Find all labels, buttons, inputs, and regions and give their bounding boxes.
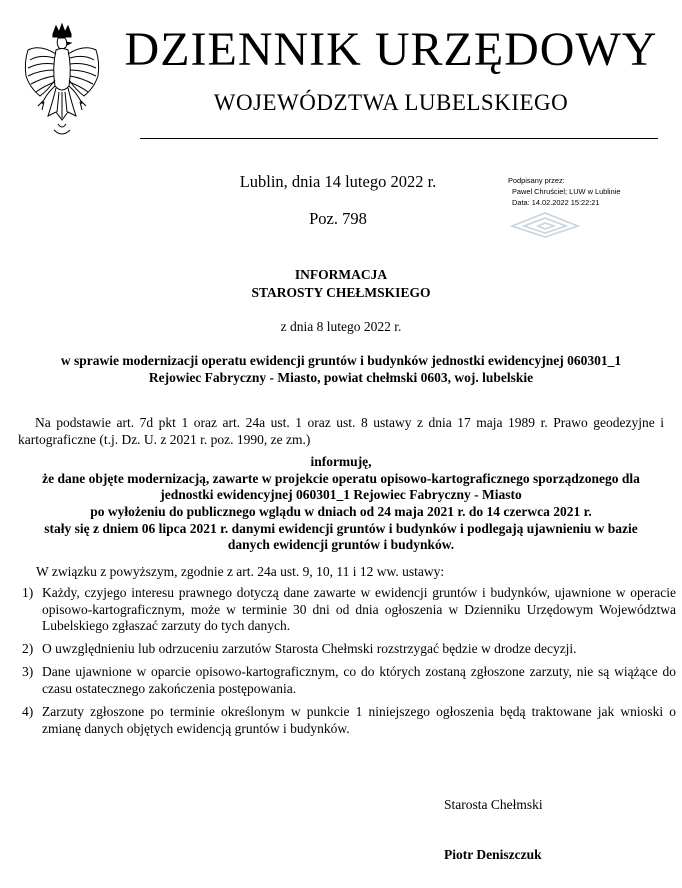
announcement-line: informuję, (310, 454, 372, 469)
white-eagle-emblem-icon (22, 20, 102, 142)
signature-signer: Pawel Chruściel; LUW w Lublinie (512, 187, 621, 196)
list-intro: W związku z powyższym, zgodnie z art. 24a ust. 9, 10, 11 i 12 ww. ustawy: (36, 564, 445, 579)
masthead-subtitle: WOJEWÓDZTWA LUBELSKIEGO (213, 90, 569, 115)
masthead-title: DZIENNIK URZĘDOWY (124, 23, 658, 76)
announcement-line: że dane objęte modernizacją, zawarte w projekcie operatu opisowo-kartograficznego sporządzonego dla (42, 471, 640, 486)
list-item-text: Każdy, czyjego interesu prawnego dotyczą dane zawarte w ewidencji gruntów i budynków, ujawnione w operacie opisowo-kartograficznym, może w terminie 30 dni od dnia ogłoszenia w Dzienniku Urzędowym Województwa Lubelskiego zgłaszać zarzuty do tych danych. (42, 585, 676, 633)
publication-date: Lublin, dnia 14 lutego 2022 r. (239, 172, 437, 191)
legal-basis-paragraph: Na podstawie art. 7d pkt 1 oraz art. 24a ust. 1 oraz ust. 8 ustawy z dnia 17 maja 1989 r. Prawo geodezyjne i kartograficzne (t.j. Dz. U. z 2021 r. poz. 1990, ze zm.) (18, 415, 664, 447)
list-item-number: 2) (22, 641, 34, 656)
announcement-line: jednostki ewidencyjnej 060301_1 Rejowiec Fabryczny - Miasto (160, 487, 522, 502)
list-item-number: 3) (22, 664, 34, 679)
digital-signature-block (508, 175, 678, 208)
publication-position: Poz. 798 (309, 209, 367, 228)
document-date: z dnia 8 lutego 2022 r. (280, 319, 402, 334)
list-item (22, 664, 676, 697)
signer-name: Piotr Deniszczuk (444, 847, 542, 862)
document-issuer-heading: STAROSTY CHEŁMSKIEGO (251, 285, 431, 300)
document-subject-line-2: Rejowiec Fabryczny - Miasto, powiat chełmski 0603, woj. lubelskie (148, 370, 534, 385)
list-item-number: 1) (22, 585, 34, 600)
signature-label: Podpisany przez: (508, 176, 565, 185)
masthead-divider (140, 138, 658, 139)
list-item (22, 641, 676, 658)
announcement-line: stały się z dniem 06 lipca 2021 r. danymi ewidencji gruntów i budynków i podlegają ujawnieniu w bazie (44, 521, 638, 536)
list-item-number: 4) (22, 704, 34, 719)
document-type-heading: INFORMACJA (294, 267, 388, 282)
list-item-text: O uwzględnieniu lub odrzuceniu zarzutów Starosta Chełmski rozstrzygać będzie w drodze decyzji. (42, 641, 577, 656)
announcement-line: po wyłożeniu do publicznego wglądu w dniach od 24 maja 2021 r. do 14 czerwca 2021 r. (90, 504, 592, 519)
signature-date: Data: 14.02.2022 15:22:21 (512, 198, 600, 207)
list-item-text: Dane ujawnione w oparcie opisowo-kartograficznym, co do których zostaną zgłoszone zarzuty, nie są wiążące do czasu ostatecznego zakończenia postępowania. (42, 664, 676, 696)
list-item (22, 704, 676, 737)
signer-title: Starosta Chełmski (444, 797, 543, 812)
list-item (22, 585, 676, 635)
announcement-line: danych ewidencji gruntów i budynków. (227, 537, 455, 552)
document-subject-line-1: w sprawie modernizacji operatu ewidencji gruntów i budynków jednostki ewidencyjnej 060301_1 (60, 353, 622, 368)
signature-check-icon (508, 208, 582, 238)
list-item-text: Zarzuty zgłoszone po terminie określonym w punkcie 1 niniejszego ogłoszenia będą traktowane jak wnioski o zmianę danych objętych ewidencją gruntów i budynków. (42, 704, 676, 736)
